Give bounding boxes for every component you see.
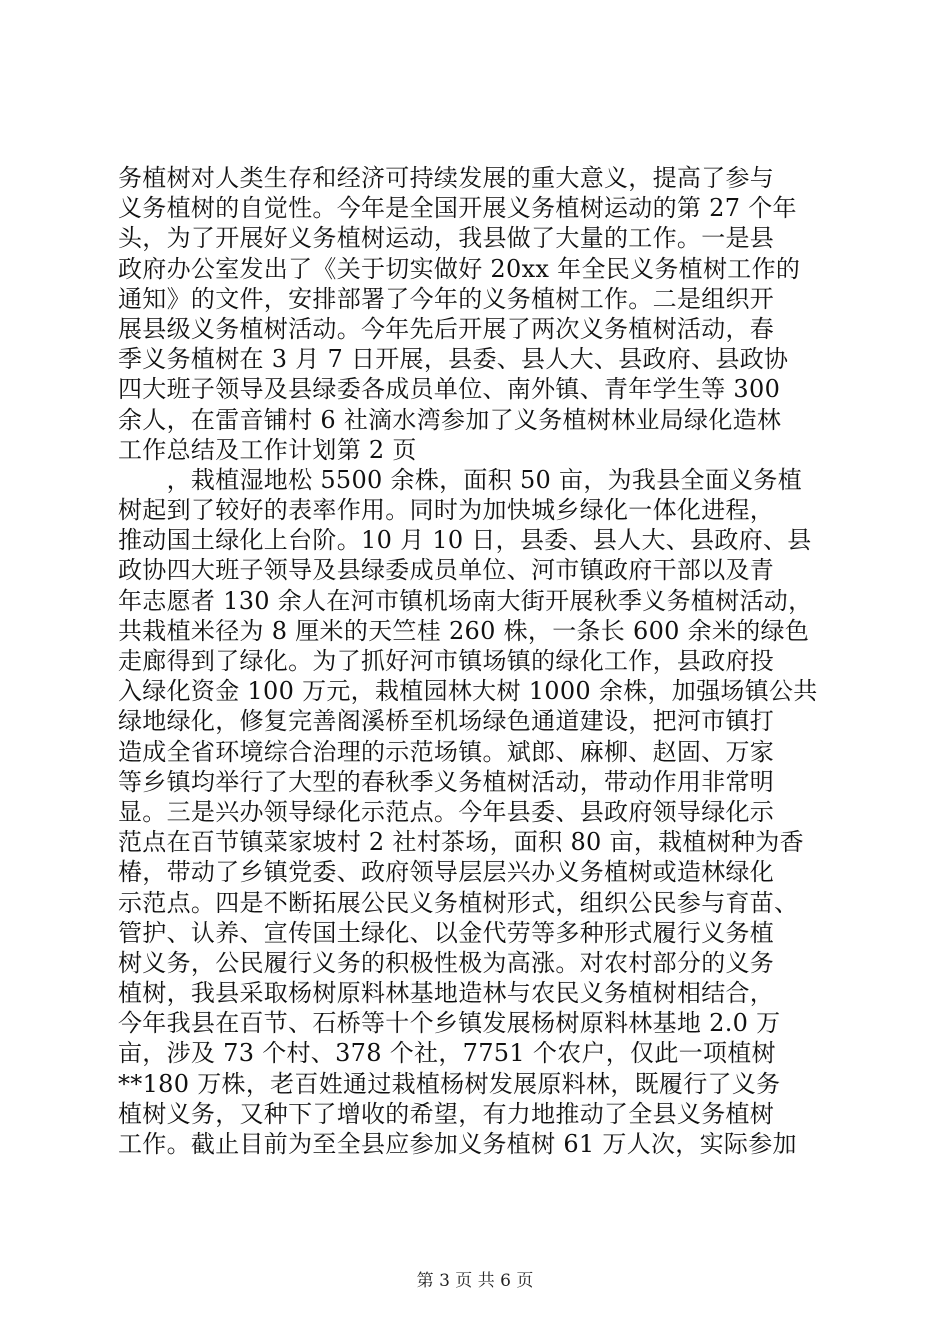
text-line: 工作。截止目前为至全县应参加义务植树 61 万人次，实际参加 xyxy=(118,1130,797,1158)
text-line: **180 万株，老百姓通过栽植杨树发展原料林，既履行了义务 xyxy=(118,1069,781,1098)
text-line: 范点在百节镇菜家坡村 2 社村茶场，面积 80 亩，栽植树种为香 xyxy=(118,828,804,857)
text-line: 示范点。四是不断拓展公民义务植树形式，组织公民参与育苗、 xyxy=(118,888,799,917)
body-text xyxy=(118,163,838,1159)
text-line: 务植树对人类生存和经济可持续发展的重大意义，提高了参与 xyxy=(118,164,775,192)
text-line: 余人，在雷音铺村 6 社滴水湾参加了义务植树林业局绿化造林 xyxy=(118,405,782,434)
text-line: 义务植树的自觉性。今年是全国开展义务植树运动的第 27 个年 xyxy=(118,194,797,223)
page-footer xyxy=(0,1270,950,1292)
text-line: 头，为了开展好义务植树运动，我县做了大量的工作。一是县 xyxy=(118,224,775,253)
text-line: 季义务植树在 3 月 7 日开展，县委、县人大、县政府、县政协 xyxy=(118,345,789,374)
text-line: 亩，涉及 73 个村、378 个社，7751 个农户，仅此一项植树 xyxy=(118,1039,776,1068)
text-line: 政协四大班子领导及县绿委成员单位、河市镇政府干部以及青 xyxy=(118,556,775,585)
text-line: 工作总结及工作计划第 2 页 xyxy=(118,435,417,464)
text-line: 共栽植米径为 8 厘米的天竺桂 260 株，一条长 600 余米的绿色 xyxy=(118,616,810,645)
text-line: 椿，带动了乡镇党委、政府领导层层兴办义务植树或造林绿化 xyxy=(118,858,775,887)
text-line: 树义务，公民履行义务的积极性极为高涨。对农村部分的义务 xyxy=(118,948,775,977)
text-line: 年志愿者 130 余人在河市镇机场南大街开展秋季义务植树活动， xyxy=(118,586,813,615)
text-line: 通知》的文件，安排部署了今年的义务植树工作。二是组织开 xyxy=(118,284,775,313)
text-line: 植树义务，又种下了增收的希望，有力地推动了全县义务植树 xyxy=(118,1099,775,1128)
text-line: 植树，我县采取杨树原料林基地造林与农民义务植树相结合， xyxy=(118,979,775,1008)
text-line: 树起到了较好的表率作用。同时为加快城乡绿化一体化进程， xyxy=(118,496,775,525)
text-line: 管护、认养、宣传国土绿化、以金代劳等多种形式履行义务植 xyxy=(118,918,775,947)
text-line: 四大班子领导及县绿委各成员单位、南外镇、青年学生等 300 xyxy=(118,375,781,404)
text-line: 入绿化资金 100 万元，栽植园林大树 1000 余株，加强场镇公共 xyxy=(118,677,818,706)
text-line: 政府办公室发出了《关于切实做好 20xx 年全民义务植树工作的 xyxy=(118,254,801,283)
text-line: 造成全省环境综合治理的示范场镇。斌郎、麻柳、赵固、万家 xyxy=(118,737,775,766)
page-number: 第 3 页 共 6 页 xyxy=(416,1271,534,1291)
text-line: 等乡镇均举行了大型的春秋季义务植树活动，带动作用非常明 xyxy=(118,767,775,796)
text-line: 今年我县在百节、石桥等十个乡镇发展杨树原料林基地 2.0 万 xyxy=(118,1009,781,1038)
text-line: 显。三是兴办领导绿化示范点。今年县委、县政府领导绿化示 xyxy=(118,797,775,826)
text-line: ，栽植湿地松 5500 余株，面积 50 亩，为我县全面义务植 xyxy=(118,465,803,494)
text-line: 绿地绿化，修复完善阁溪桥至机场绿色通道建设，把河市镇打 xyxy=(118,707,775,736)
text-line: 展县级义务植树活动。今年先后开展了两次义务植树活动，春 xyxy=(118,314,775,343)
text-line: 走廊得到了绿化。为了抓好河市镇场镇的绿化工作，县政府投 xyxy=(118,647,775,675)
text-line: 推动国土绿化上台阶。10 月 10 日，县委、县人大、县政府、县 xyxy=(118,526,812,555)
